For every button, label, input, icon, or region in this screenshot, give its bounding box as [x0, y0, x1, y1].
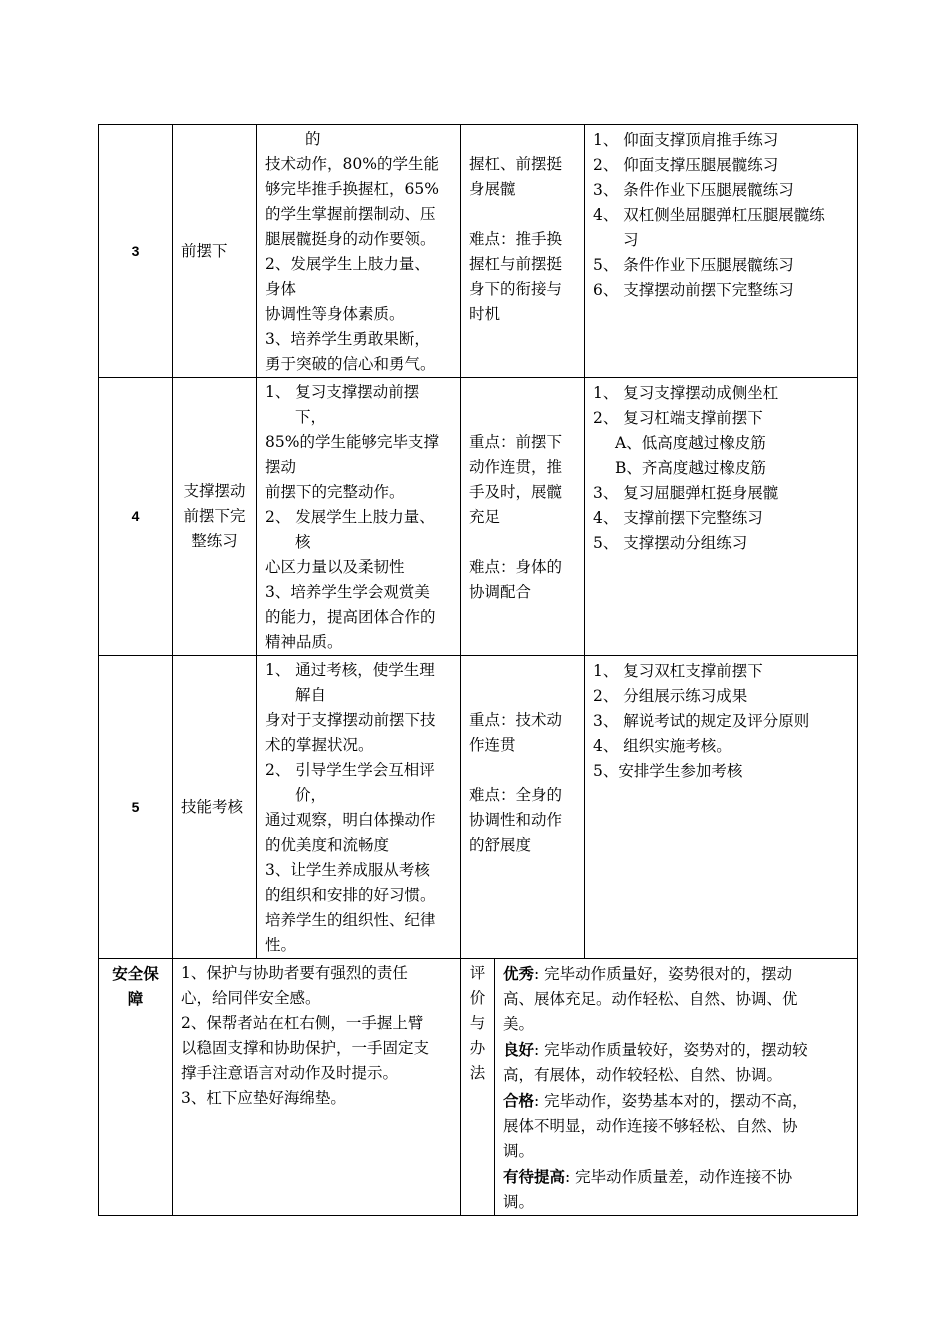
- lesson-keypoints-cell: 重点：技术动 作连贯 难点：全身的 协调性和动作 的舒展度: [461, 656, 585, 959]
- table-row: [99, 125, 858, 378]
- lesson-number-cell: 3: [99, 125, 173, 378]
- lesson-steps-cell: 1、 复习双杠支撑前摆下 2、 分组展示练习成果 3、 解说考试的规定及评分原则 4、 组织实施考核。 5、安排学生参加考核: [585, 656, 858, 959]
- table-row: [99, 656, 858, 959]
- lesson-keypoints-cell: 重点：前摆下 动作连贯，推 手及时，展髋 充足 难点：身体的 协调配合: [461, 378, 585, 656]
- lesson-plan-table: [98, 124, 858, 1216]
- safety-label-cell: 安全保 障: [99, 959, 173, 1216]
- grade-good: 良好: 完毕动作质量较好，姿势对的，摆动较: [503, 1040, 808, 1059]
- table-row: [99, 378, 858, 656]
- lesson-number-cell: 5: [99, 656, 173, 959]
- lesson-number-cell: 4: [99, 378, 173, 656]
- lesson-name-cell: 支撑摆动 前摆下完 整练习: [173, 378, 257, 656]
- lesson-goals-cell: 1、 复习支撑摆动前摆 下， 85%的学生能够完毕支撑 摆动 前摆下的完整动作。 2、 发展学生上肢力量、 核 心区力量以及柔韧性 3、培养学生学会观赏美 的能力，提高团体合作的 精神品质。: [257, 378, 461, 656]
- grade-excellent: 优秀: 完毕动作质量好，姿势很对的，摆动: [503, 964, 793, 983]
- lesson-goals-cell: 的 技术动作，80%的学生能 够完毕推手换握杠，65% 的学生掌握前摆制动、压 腿展髋挺身的动作要领。 2、发展学生上肢力量、 身体 协调性等身体素质。 3、培养学生勇敢果断， 勇于突破的信心和勇气。: [257, 125, 461, 378]
- grade-pass: 合格: 完毕动作，姿势基本对的，摆动不高，: [503, 1091, 808, 1110]
- lesson-name-cell: 技能考核: [173, 656, 257, 959]
- lesson-steps-cell: 1、 复习支撑摆动成侧坐杠 2、 复习杠端支撑前摆下 A、低高度越过橡皮筋 B、齐高度越过橡皮筋 3、 复习屈腿弹杠挺身展髋 4、 支撑前摆下完整练习 5、 支撑摆动分组练习: [585, 378, 858, 656]
- lesson-steps-cell: 1、 仰面支撑顶肩推手练习 2、 仰面支撑压腿展髋练习 3、 条件作业下压腿展髋练习 4、 双杠侧坐屈腿弹杠压腿展髋练 习 5、 条件作业下压腿展髋练习 6、 支撑摆动前摆下完整练习: [585, 125, 858, 378]
- table-row: [99, 959, 858, 1216]
- lesson-keypoints-cell: 握杠、前摆挺 身展髋 难点：推手换 握杠与前摆挺 身下的衔接与 时机: [461, 125, 585, 378]
- safety-content-cell: 1、保护与协助者要有强烈的责任 心，给同伴安全感。 2、保帮者站在杠右侧，一手握上臂 以稳固支撑和协助保护，一手固定支 撑手注意语言对动作及时提示。 3、杠下应垫好海绵垫。: [173, 959, 461, 1216]
- grade-needs-improvement: 有待提高: 完毕动作质量差，动作连接不协: [503, 1167, 793, 1186]
- evaluation-content-cell: 优秀: 完毕动作质量好，姿势很对的，摆动 高、展体充足。动作轻松、自然、协调、优 美。 良好: 完毕动作质量较好，姿势对的，摆动较 高，有展体，动作较轻松、自然、协调。 合格: 完毕动作，姿势基本对的，摆动不高， 展体不明显，动作连接不够轻松、自然、协 调。 有待提高: 完毕动作质量差，动作连接不协 调。: [495, 959, 858, 1216]
- lesson-name-cell: 前摆下: [173, 125, 257, 378]
- evaluation-label-cell: 评 价 与 办 法: [461, 959, 495, 1216]
- lesson-goals-cell: 1、 通过考核，使学生理 解自 身对于支撑摆动前摆下技 术的掌握状况。 2、 引导学生学会互相评 价， 通过观察，明白体操动作 的优美度和流畅度 3、让学生养成服从考核 的组织和安排的好习惯。 培养学生的组织性、纪律 性。: [257, 656, 461, 959]
